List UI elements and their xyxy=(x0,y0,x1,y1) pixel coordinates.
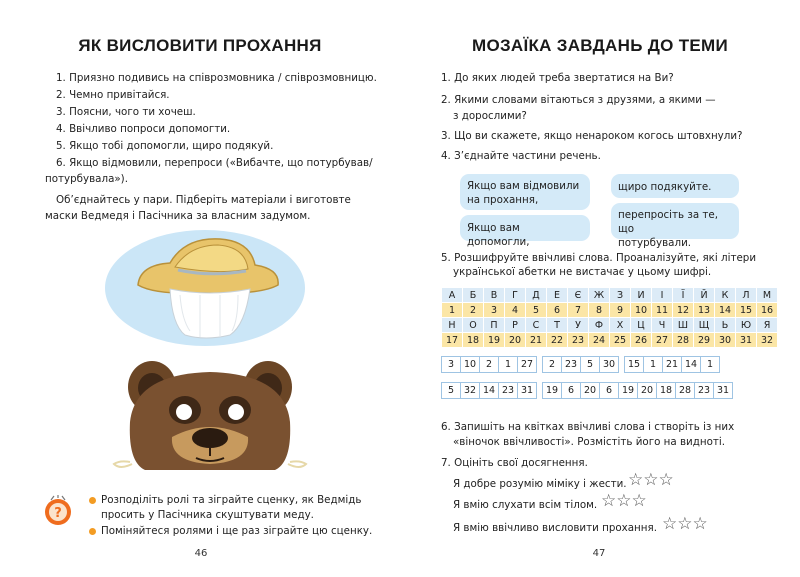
cipher-letter: Т xyxy=(547,318,568,333)
step-3: 3. Поясни, чого ти хочеш. xyxy=(56,106,196,118)
code-cell: 32 xyxy=(461,383,480,399)
cipher-number: 13 xyxy=(694,303,715,318)
cipher-letter: Ш xyxy=(673,318,694,333)
cipher-letter: Г xyxy=(505,288,526,303)
task-text-2: маски Ведмедя і Пасічника за власним задумом. xyxy=(45,210,311,222)
cipher-letter: Щ xyxy=(694,318,715,333)
cipher-number: 14 xyxy=(715,303,736,318)
cipher-number: 25 xyxy=(610,333,631,348)
bubble-text: щиро подякуйте. xyxy=(618,181,712,193)
task-text-1: Об’єднайтесь у пари. Підберіть матеріали і виготовте xyxy=(56,194,351,206)
question-mark-icon xyxy=(42,495,74,527)
cipher-letter: М xyxy=(757,288,778,303)
code-cell: 14 xyxy=(480,383,499,399)
cipher-letter: Х xyxy=(610,318,631,333)
cipher-number: 17 xyxy=(442,333,463,348)
page-title-right: МОЗАЇКА ЗАВДАНЬ ДО ТЕМИ xyxy=(471,36,729,55)
cipher-letter: Е xyxy=(547,288,568,303)
cipher-number: 18 xyxy=(463,333,484,348)
cipher-letter: Б xyxy=(463,288,484,303)
cipher-number: 7 xyxy=(568,303,589,318)
cipher-number: 31 xyxy=(736,333,757,348)
page-title-left: ЯК ВИСЛОВИТИ ПРОХАННЯ xyxy=(78,36,322,55)
cipher-letter: З xyxy=(610,288,631,303)
rating-stars[interactable]: ☆☆☆ xyxy=(628,470,674,490)
cipher-letter: Ь xyxy=(715,318,736,333)
cipher-letter: Ї xyxy=(673,288,694,303)
cipher-table xyxy=(441,287,778,348)
cipher-number: 2 xyxy=(463,303,484,318)
code-cell: 1 xyxy=(644,357,663,373)
cipher-number: 4 xyxy=(505,303,526,318)
cipher-letter: О xyxy=(463,318,484,333)
cipher-letter: В xyxy=(484,288,505,303)
code-cell: 2 xyxy=(543,357,562,373)
code-cell: 21 xyxy=(663,357,682,373)
page-number-right: 47 xyxy=(592,548,606,559)
bullet-2-line-1: Поміняйтеся ролями і ще раз зіграйте цю сценку. xyxy=(101,525,373,537)
code-cell: 19 xyxy=(619,383,638,399)
code-row-2 xyxy=(441,382,733,399)
code-cell: 1 xyxy=(499,357,518,373)
code-cell: 31 xyxy=(518,383,537,399)
cipher-number: 1 xyxy=(442,303,463,318)
code-cell: 20 xyxy=(638,383,657,399)
step-4: 4. Ввічливо попроси допомогти. xyxy=(56,123,231,135)
rating-stars[interactable]: ☆☆☆ xyxy=(601,491,647,511)
code-cell: 23 xyxy=(562,357,581,373)
code-cell: 14 xyxy=(682,357,701,373)
code-cell: 2 xyxy=(480,357,499,373)
question-7: 7. Оцініть свої досягнення. xyxy=(441,457,588,469)
sentence-part-bubble xyxy=(611,203,739,249)
cipher-number: 22 xyxy=(547,333,568,348)
bubble-text: Якщо вам допомогли, xyxy=(467,222,530,248)
cipher-number: 16 xyxy=(757,303,778,318)
step-6-cont: потурбувала»). xyxy=(45,173,128,185)
cipher-number: 29 xyxy=(694,333,715,348)
cipher-number: 8 xyxy=(589,303,610,318)
code-cell: 27 xyxy=(518,357,537,373)
cipher-letter: Ч xyxy=(652,318,673,333)
question-3: 3. Що ви скажете, якщо ненароком когось штовхнули? xyxy=(441,130,743,142)
sentence-part-bubble xyxy=(460,174,590,210)
cipher-number: 23 xyxy=(568,333,589,348)
bubble-text: на прохання, xyxy=(467,194,539,206)
code-cell: 28 xyxy=(676,383,695,399)
cipher-number: 11 xyxy=(652,303,673,318)
step-1: 1. Приязно подивись на співрозмовника / співрозмовницю. xyxy=(56,72,377,84)
code-cell: 19 xyxy=(543,383,562,399)
bullet-dot xyxy=(89,497,96,504)
question-5-line-1: 5. Розшифруйте ввічливі слова. Проаналізуйте, які літери xyxy=(441,252,757,264)
code-cell: 5 xyxy=(442,383,461,399)
question-2-line-2: з дорослими? xyxy=(453,110,527,122)
sentence-part-bubble xyxy=(460,215,590,248)
code-cell: 23 xyxy=(695,383,714,399)
question-6-line-1: 6. Запишіть на квітках ввічливі слова і створіть із них xyxy=(441,421,735,433)
code-row-1 xyxy=(441,356,720,373)
bubble-text: перепросіть за те, що xyxy=(618,209,719,235)
cipher-letter: Ф xyxy=(589,318,610,333)
cipher-number: 6 xyxy=(547,303,568,318)
cipher-letter: Р xyxy=(505,318,526,333)
cipher-number: 26 xyxy=(631,333,652,348)
code-cell: 6 xyxy=(600,383,619,399)
cipher-number: 10 xyxy=(631,303,652,318)
cipher-number: 27 xyxy=(652,333,673,348)
bullet-1-line-2: просить у Пасічника скуштувати меду. xyxy=(101,509,314,521)
cipher-letter: П xyxy=(484,318,505,333)
step-2: 2. Чемно привітайся. xyxy=(56,89,170,101)
self-assessment-1: Я добре розумію міміку і жести. xyxy=(453,478,627,490)
cipher-number: 5 xyxy=(526,303,547,318)
cipher-letter: Я xyxy=(757,318,778,333)
cipher-number: 12 xyxy=(673,303,694,318)
cipher-letter: И xyxy=(631,288,652,303)
code-cell: 31 xyxy=(714,383,733,399)
cipher-letter: Н xyxy=(442,318,463,333)
code-cell: 18 xyxy=(657,383,676,399)
step-6: 6. Якщо відмовили, перепроси («Вибачте, що потурбував/ xyxy=(56,157,373,169)
bubble-text: Якщо вам відмовили xyxy=(467,180,580,192)
cipher-letter: С xyxy=(526,318,547,333)
cipher-letter: Ж xyxy=(589,288,610,303)
sentence-part-bubble xyxy=(611,174,739,198)
question-6-line-2: «віночок ввічливості». Розмістіть його на видноті. xyxy=(453,436,726,448)
svg-text:?: ? xyxy=(54,506,62,521)
cipher-number: 21 xyxy=(526,333,547,348)
beekeeper-hat-illustration xyxy=(100,225,310,350)
cipher-letter: Ц xyxy=(631,318,652,333)
code-cell: 20 xyxy=(581,383,600,399)
code-cell: 10 xyxy=(461,357,480,373)
question-2-line-1: 2. Якими словами вітаються з друзями, а якими — xyxy=(441,94,716,106)
cipher-letter: Л xyxy=(736,288,757,303)
cipher-letter: Є xyxy=(568,288,589,303)
cipher-letter: У xyxy=(568,318,589,333)
code-cell: 30 xyxy=(600,357,619,373)
cipher-letter: І xyxy=(652,288,673,303)
cipher-letter: К xyxy=(715,288,736,303)
code-cell: 23 xyxy=(499,383,518,399)
cipher-number: 15 xyxy=(736,303,757,318)
self-assessment-2: Я вмію слухати всім тілом. xyxy=(453,499,598,511)
cipher-number: 28 xyxy=(673,333,694,348)
code-cell: 1 xyxy=(701,357,720,373)
cipher-number: 19 xyxy=(484,333,505,348)
question-5-line-2: української абетки не вистачає у цьому шифрі. xyxy=(453,266,712,278)
cipher-number: 3 xyxy=(484,303,505,318)
cipher-number: 20 xyxy=(505,333,526,348)
code-cell: 15 xyxy=(625,357,644,373)
cipher-number: 30 xyxy=(715,333,736,348)
bear-mask-illustration xyxy=(110,352,320,482)
bullet-dot xyxy=(89,528,96,535)
cipher-number: 32 xyxy=(757,333,778,348)
code-cell: 5 xyxy=(581,357,600,373)
rating-stars[interactable]: ☆☆☆ xyxy=(662,514,708,534)
code-cell: 3 xyxy=(442,357,461,373)
question-4: 4. З’єднайте частини речень. xyxy=(441,150,601,162)
self-assessment-3: Я вмію ввічливо висловити прохання. xyxy=(453,522,657,534)
question-1: 1. До яких людей треба звертатися на Ви? xyxy=(441,72,674,84)
page-number-left: 46 xyxy=(194,548,208,559)
cipher-letter: Ю xyxy=(736,318,757,333)
code-cell: 6 xyxy=(562,383,581,399)
cipher-letter: Д xyxy=(526,288,547,303)
cipher-letter: Й xyxy=(694,288,715,303)
bubble-text: потурбували. xyxy=(618,237,692,249)
step-5: 5. Якщо тобі допомогли, щиро подякуй. xyxy=(56,140,274,152)
cipher-letter: А xyxy=(442,288,463,303)
cipher-number: 24 xyxy=(589,333,610,348)
bullet-1-line-1: Розподіліть ролі та зіграйте сценку, як Ведмідь xyxy=(101,494,362,506)
cipher-number: 9 xyxy=(610,303,631,318)
